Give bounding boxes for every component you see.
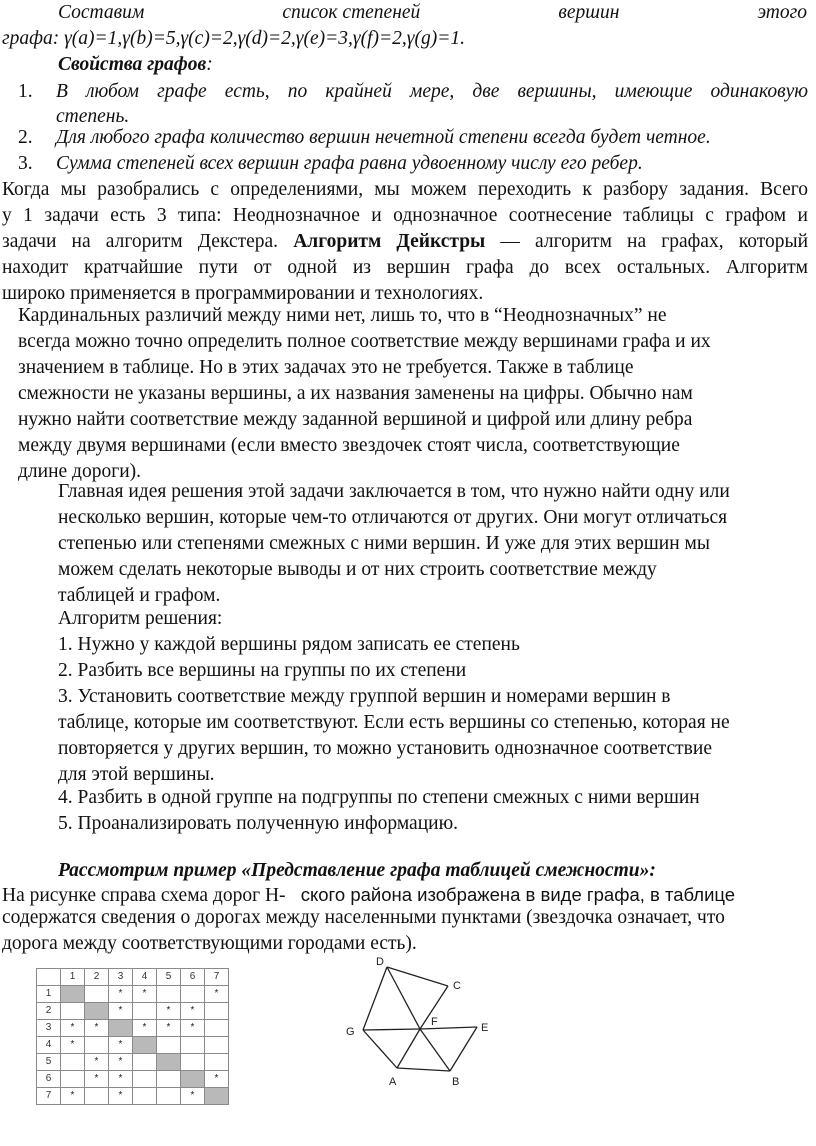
- para2-line: значением в таблице. Но в этих задачах это не требуется. Также в таблице: [18, 357, 634, 378]
- table-cell: *: [61, 1020, 85, 1037]
- edge-d-g: [363, 967, 387, 1030]
- example-title: Рассмотрим пример «Представление графа таблицей смежности»:: [58, 860, 656, 881]
- table-cell: [157, 1071, 181, 1088]
- table-row-header: 1: [37, 986, 61, 1003]
- property-text: Для любого графа количество вершин нечетной степени всегда будет четное.: [56, 127, 711, 148]
- table-corner-cell: [37, 969, 61, 986]
- table-cell: [205, 1037, 229, 1054]
- algorithm-step: 4. Разбить в одной группе на подгруппы по степени смежных с ними вершин: [58, 787, 700, 808]
- algorithm-step: повторяется у других вершин, то можно установить однозначное соответствие: [58, 738, 712, 759]
- table-header-cell: 1: [61, 969, 85, 986]
- table-cell: [109, 1020, 133, 1037]
- table-cell: [85, 1088, 109, 1105]
- vertex-label-c: C: [453, 980, 461, 992]
- table-cell: *: [181, 1003, 205, 1020]
- property-text-1: В любом графе есть, по крайней мере, две вершины, имеющие одинаковую: [56, 81, 808, 102]
- table-cell: *: [85, 1054, 109, 1071]
- para1-line-1: Когда мы разобрались с определениями, мы можем переходить к разбору задания. Всего: [2, 179, 808, 200]
- table-cell: [205, 1088, 229, 1105]
- table-row: [37, 1071, 229, 1088]
- table-cell: [205, 1054, 229, 1071]
- edge-g-a: [363, 1030, 397, 1068]
- property-number: 1.: [18, 81, 33, 102]
- para3-line: можем сделать некоторые выводы и от них строить соответствие между: [58, 559, 657, 580]
- table-cell: [133, 1037, 157, 1054]
- algorithm-step: для этой вершины.: [58, 764, 215, 785]
- road-graph: [330, 945, 510, 1095]
- table-row-header: 2: [37, 1003, 61, 1020]
- table-row: [37, 1003, 229, 1020]
- para2-line: Кардинальных различий между ними нет, лишь то, что в “Неоднозначных” не: [18, 305, 667, 326]
- table-cell: [133, 1003, 157, 1020]
- para2-line: нужно найти соответствие между заданной вершиной и цифрой или длину ребра: [18, 409, 693, 430]
- table-cell: [61, 1054, 85, 1071]
- table-cell: *: [109, 1054, 133, 1071]
- para3-line: Главная идея решения этой задачи заключается в том, что нужно найти одну или: [58, 481, 730, 502]
- para2-line: длине дороги).: [18, 461, 142, 482]
- table-cell: *: [205, 1071, 229, 1088]
- vertex-label-a: A: [389, 1076, 397, 1088]
- property-number: 3.: [18, 153, 33, 174]
- table-cell: [157, 1054, 181, 1071]
- properties-heading: [58, 52, 213, 78]
- table-row: [37, 1088, 229, 1105]
- table-cell: [61, 986, 85, 1003]
- table-cell: [181, 1071, 205, 1088]
- table-cell: [157, 986, 181, 1003]
- vertex-label-d: D: [376, 956, 384, 968]
- example-line-1-sans: ского района изображена в виде графа, в таблице: [295, 884, 736, 905]
- table-cell: *: [181, 1020, 205, 1037]
- vertex-label-g: G: [346, 1026, 355, 1038]
- algorithm-step: 2. Разбить все вершины на группы по их степени: [58, 660, 467, 681]
- table-row: [37, 986, 229, 1003]
- table-cell: *: [61, 1037, 85, 1054]
- properties-title: Свойства графов: [58, 54, 207, 75]
- adjacency-table: [36, 968, 229, 1105]
- algorithm-title: Алгоритм решения:: [58, 608, 223, 629]
- example-line-3: дорога между соответствующими городами есть).: [2, 933, 417, 954]
- table-header-cell: 3: [109, 969, 133, 986]
- table-cell: [133, 1054, 157, 1071]
- table-cell: *: [109, 1003, 133, 1020]
- para1-line-3-post: — алгоритм на графах, который: [485, 231, 808, 252]
- table-cell: *: [85, 1020, 109, 1037]
- table-cell: *: [85, 1071, 109, 1088]
- edge-b-e: [450, 1027, 477, 1071]
- table-row-header: 7: [37, 1088, 61, 1105]
- intro-word: этого: [757, 2, 807, 23]
- table-cell: *: [109, 1088, 133, 1105]
- edge-f-e: [420, 1027, 477, 1029]
- table-row-header: 4: [37, 1037, 61, 1054]
- dijkstra-term: Алгоритм Дейкстры: [293, 231, 486, 252]
- example-line-2: содержатся сведения о дорогах между населенными пунктами (звездочка означает, что: [2, 907, 725, 928]
- intro-line-1: [58, 0, 807, 26]
- table-cell: [85, 1037, 109, 1054]
- table-cell: [85, 986, 109, 1003]
- edge-g-f: [363, 1029, 420, 1030]
- edge-f-b: [420, 1029, 450, 1071]
- edge-f-a: [397, 1029, 420, 1068]
- table-header-cell: 4: [133, 969, 157, 986]
- intro-word: список степеней: [282, 2, 421, 23]
- property-text: Сумма степеней всех вершин графа равна удвоенному числу его ребер.: [56, 153, 643, 174]
- table-cell: [133, 1071, 157, 1088]
- para2-line: всегда можно точно определить полное соответствие между вершинами графа и их: [18, 331, 711, 352]
- table-row: [37, 1054, 229, 1071]
- algorithm-step: таблице, которые им соответствуют. Если есть вершины со степенью, которая не: [58, 712, 730, 733]
- table-cell: *: [61, 1088, 85, 1105]
- table-cell: [61, 1071, 85, 1088]
- table-header-cell: 6: [181, 969, 205, 986]
- table-cell: [205, 1003, 229, 1020]
- table-cell: [85, 1003, 109, 1020]
- table-cell: [133, 1088, 157, 1105]
- vertex-label-e: E: [481, 1022, 489, 1034]
- para3-line: несколько вершин, которые чем-то отличаются от других. Они могут отличаться: [58, 507, 728, 528]
- table-cell: *: [157, 1003, 181, 1020]
- table-header-row: [37, 969, 229, 986]
- vertex-label-b: B: [452, 1076, 460, 1088]
- table-cell: [181, 1054, 205, 1071]
- intro-word: вершин: [558, 2, 620, 23]
- table-cell: [205, 1020, 229, 1037]
- table-row-header: 6: [37, 1071, 61, 1088]
- table-header-cell: 7: [205, 969, 229, 986]
- para1-line-4: находит кратчайшие пути от одной из вершин графа до всех остальных. Алгоритм: [2, 257, 808, 278]
- table-header-cell: 5: [157, 969, 181, 986]
- property-item-continued: степень.: [56, 106, 130, 127]
- table-row-header: 5: [37, 1054, 61, 1071]
- algorithm-step: 5. Проанализировать полученную информацию.: [58, 813, 459, 834]
- table-cell: *: [109, 1071, 133, 1088]
- edge-a-b: [397, 1068, 450, 1071]
- intro-line-2: графа: γ(a)=1,γ(b)=5,γ(c)=2,γ(d)=2,γ(e)=3,γ(f)=2,γ(g)=1.: [2, 28, 465, 49]
- example-line-1-serif: На рисунке справа схема дорог Н-: [2, 885, 286, 906]
- para2-line: между двумя вершинами (если вместо звездочек стоят числа, соответствующие: [18, 435, 680, 456]
- table-cell: [157, 1037, 181, 1054]
- properties-colon: :: [206, 54, 213, 75]
- table-cell: *: [157, 1020, 181, 1037]
- table-cell: *: [205, 986, 229, 1003]
- table-cell: *: [181, 1088, 205, 1105]
- table-cell: [181, 1037, 205, 1054]
- para1-line-5: широко применяется в программировании и технологиях.: [2, 283, 484, 304]
- para1-line-3-pre: задачи на алгоритм Декстера.: [2, 231, 294, 252]
- table-cell: [61, 1003, 85, 1020]
- table-row-header: 3: [37, 1020, 61, 1037]
- para2-line: смежности не указаны вершины, а их названия заменены на цифры. Обычно нам: [18, 383, 693, 404]
- para3-line: таблицей и графом.: [58, 585, 221, 606]
- intro-word: Составим: [58, 2, 145, 23]
- table-row: [37, 1037, 229, 1054]
- table-header-cell: 2: [85, 969, 109, 986]
- vertex-label-f: F: [431, 1016, 438, 1028]
- table-cell: *: [109, 986, 133, 1003]
- table-cell: [181, 986, 205, 1003]
- property-number: 2.: [18, 127, 33, 148]
- table-row: [37, 1020, 229, 1037]
- algorithm-step: 3. Установить соответствие между группой вершин и номерами вершин в: [58, 686, 671, 707]
- table-cell: *: [133, 1020, 157, 1037]
- algorithm-step: 1. Нужно у каждой вершины рядом записать ее степень: [58, 634, 520, 655]
- table-cell: *: [109, 1037, 133, 1054]
- para3-line: степенью или степенями смежных с ними вершин. И уже для этих вершин мы: [58, 533, 710, 554]
- para1-line-2: у 1 задачи есть 3 типа: Неоднозначное и однозначное соотнесение таблицы с графом и: [2, 205, 808, 226]
- table-cell: *: [133, 986, 157, 1003]
- table-cell: [157, 1088, 181, 1105]
- para1-line-3: [2, 229, 808, 255]
